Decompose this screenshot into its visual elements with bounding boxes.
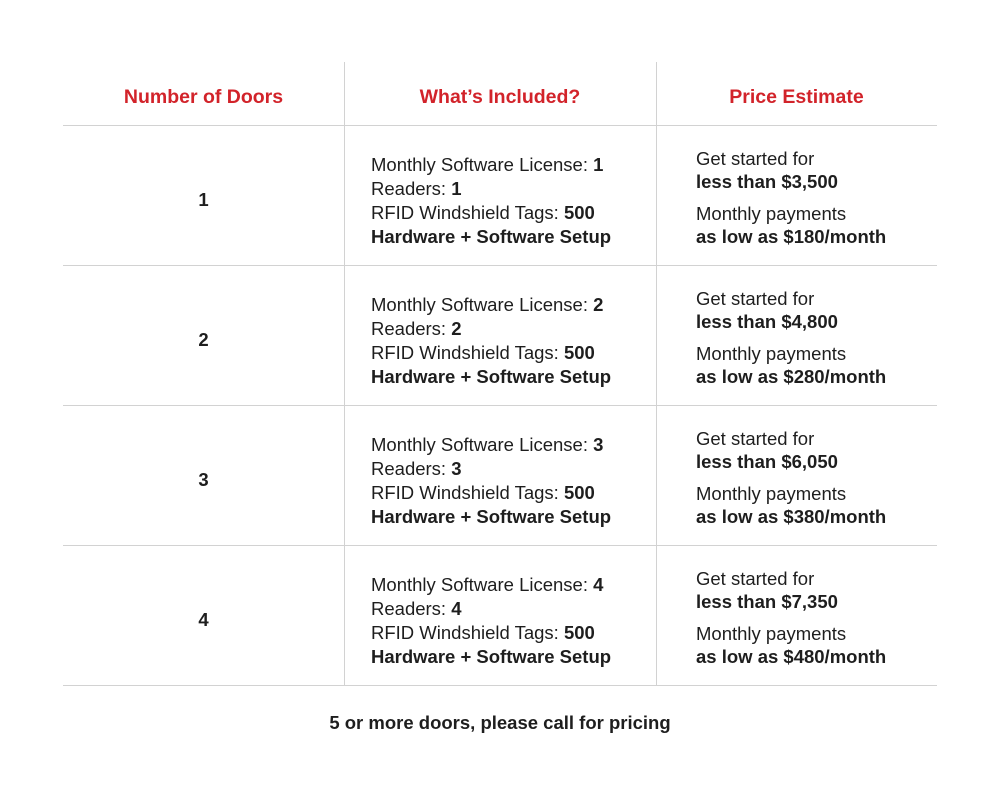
included-items — [371, 293, 656, 389]
header-number-of-doors: Number of Doors — [123, 86, 284, 108]
readers-label: Readers: — [371, 458, 452, 479]
readers-line — [371, 457, 656, 481]
tags-value: 500 — [563, 202, 595, 223]
table-row — [63, 266, 937, 406]
included-items — [371, 153, 656, 249]
readers-line — [371, 597, 656, 621]
license-label: Monthly Software License: — [371, 294, 594, 315]
tags-label: RFID Windshield Tags: — [371, 622, 564, 643]
tags-line — [371, 201, 656, 225]
price-estimate — [696, 147, 936, 248]
monthly-label: Monthly payments — [696, 483, 847, 504]
license-value: 2 — [593, 294, 604, 315]
start-price: less than $4,800 — [696, 311, 838, 332]
tags-value: 500 — [563, 342, 595, 363]
tags-label: RFID Windshield Tags: — [371, 202, 564, 223]
door-count: 2 — [198, 329, 209, 350]
monthly-label: Monthly payments — [696, 343, 847, 364]
tags-label: RFID Windshield Tags: — [371, 482, 564, 503]
start-label: Get started for — [696, 148, 815, 169]
readers-line — [371, 177, 656, 201]
readers-value: 4 — [451, 598, 462, 619]
license-value: 4 — [593, 574, 604, 595]
table-row — [63, 546, 937, 686]
license-label: Monthly Software License: — [371, 434, 594, 455]
tags-line — [371, 481, 656, 505]
start-price: less than $6,050 — [696, 451, 838, 472]
table-row — [63, 406, 937, 546]
monthly-label: Monthly payments — [696, 623, 847, 644]
header-whats-included: What’s Included? — [419, 86, 581, 108]
license-value: 3 — [593, 434, 604, 455]
start-label: Get started for — [696, 428, 815, 449]
license-line — [371, 573, 656, 597]
license-label: Monthly Software License: — [371, 154, 594, 175]
monthly-price: as low as $280/month — [696, 366, 887, 387]
readers-value: 3 — [451, 458, 462, 479]
table-header-row — [63, 62, 937, 126]
license-line — [371, 433, 656, 457]
readers-value: 1 — [451, 178, 462, 199]
price-estimate — [696, 287, 936, 388]
door-count: 1 — [198, 189, 209, 210]
license-value: 1 — [593, 154, 604, 175]
included-items — [371, 433, 656, 529]
tags-value: 500 — [563, 482, 595, 503]
header-price-estimate: Price Estimate — [729, 86, 864, 108]
start-price: less than $3,500 — [696, 171, 838, 192]
license-label: Monthly Software License: — [371, 574, 594, 595]
readers-line — [371, 317, 656, 341]
price-estimate — [696, 427, 936, 528]
license-line — [371, 153, 656, 177]
monthly-price: as low as $380/month — [696, 506, 887, 527]
start-price: less than $7,350 — [696, 591, 838, 612]
setup-line: Hardware + Software Setup — [371, 366, 612, 387]
monthly-price: as low as $180/month — [696, 226, 887, 247]
monthly-price: as low as $480/month — [696, 646, 887, 667]
tags-line — [371, 621, 656, 645]
monthly-label: Monthly payments — [696, 203, 847, 224]
readers-label: Readers: — [371, 318, 452, 339]
license-line — [371, 293, 656, 317]
readers-value: 2 — [451, 318, 462, 339]
readers-label: Readers: — [371, 178, 452, 199]
footer-note: 5 or more doors, please call for pricing — [329, 712, 671, 733]
setup-line: Hardware + Software Setup — [371, 506, 612, 527]
door-count: 4 — [198, 609, 209, 630]
readers-label: Readers: — [371, 598, 452, 619]
setup-line: Hardware + Software Setup — [371, 646, 612, 667]
start-label: Get started for — [696, 568, 815, 589]
tags-label: RFID Windshield Tags: — [371, 342, 564, 363]
door-count: 3 — [198, 469, 209, 490]
start-label: Get started for — [696, 288, 815, 309]
tags-line — [371, 341, 656, 365]
setup-line: Hardware + Software Setup — [371, 226, 612, 247]
table-row — [63, 126, 937, 266]
tags-value: 500 — [563, 622, 595, 643]
price-estimate — [696, 567, 936, 668]
included-items — [371, 573, 656, 669]
